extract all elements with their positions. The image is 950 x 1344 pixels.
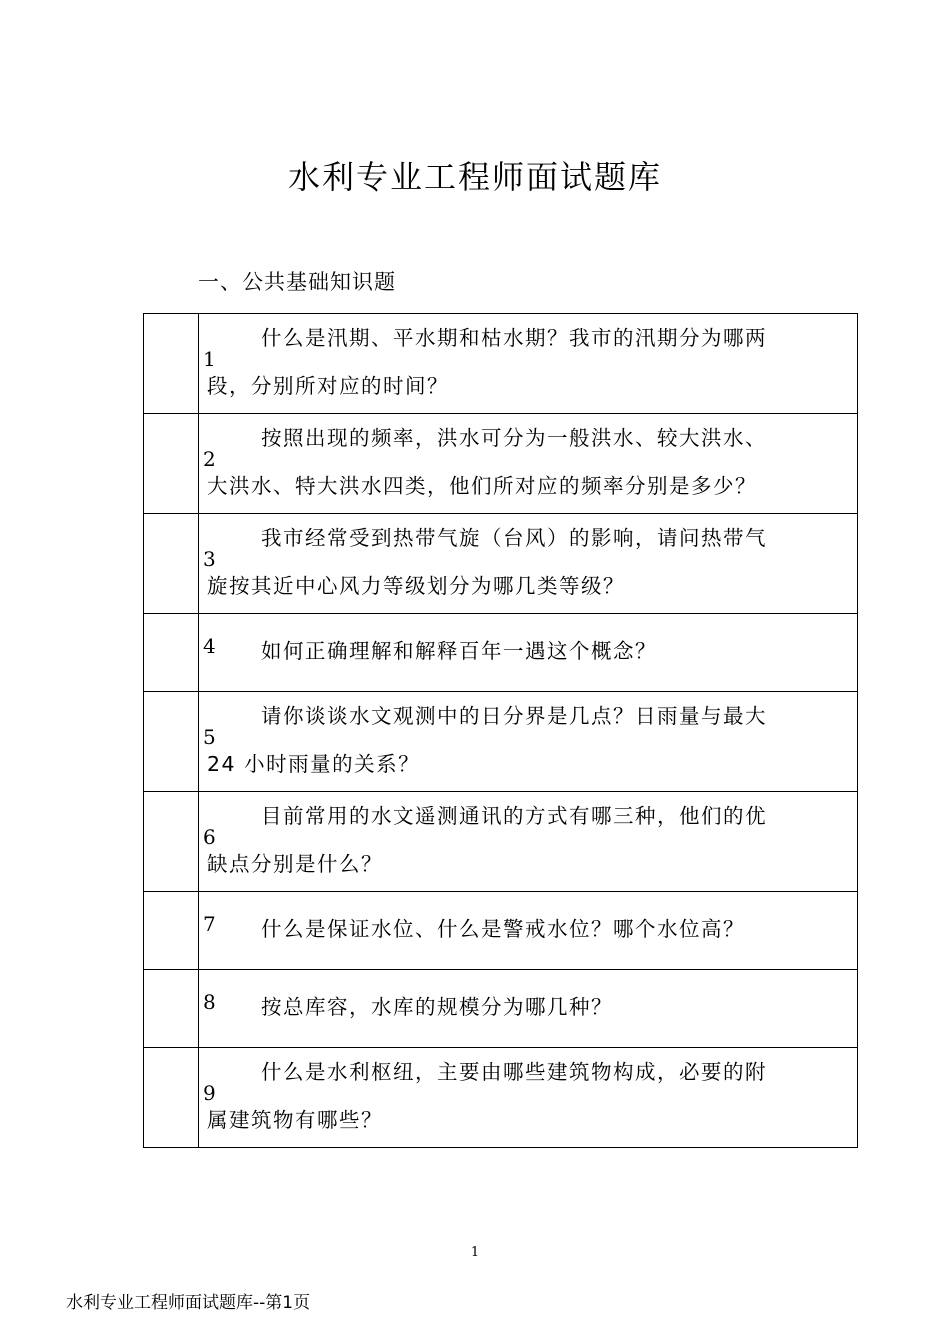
question-text-line1: 目前常用的水文遥测通讯的方式有哪三种，他们的优: [261, 804, 767, 828]
question-cell: [199, 314, 858, 414]
question-text-line2: 缺点分别是什么？: [207, 852, 383, 876]
section-heading: 一、公共基础知识题: [198, 270, 396, 294]
table-row: [144, 314, 858, 414]
page-footer: 水利专业工程师面试题库--第1页: [66, 1293, 311, 1313]
question-text-line2: 段，分别所对应的时间？: [207, 374, 449, 398]
question-number: 4: [203, 634, 216, 658]
question-cell: [199, 514, 858, 614]
question-number: 1: [203, 347, 216, 371]
table-row: [144, 970, 858, 1048]
blank-cell: [144, 414, 199, 514]
question-cell: [199, 1048, 858, 1148]
blank-cell: [144, 514, 199, 614]
question-text-line2: 旋按其近中心风力等级划分为哪几类等级？: [207, 574, 625, 598]
document-title: 水利专业工程师面试题库: [287, 158, 662, 196]
question-text-line1: 按照出现的频率，洪水可分为一般洪水、较大洪水、: [261, 426, 767, 450]
question-text-line2: 大洪水、特大洪水四类，他们所对应的频率分别是多少？: [207, 474, 757, 498]
page-number: 1: [470, 1245, 480, 1260]
blank-cell: [144, 970, 199, 1048]
question-text-line1: 什么是汛期、平水期和枯水期？我市的汛期分为哪两: [261, 326, 767, 350]
question-text-line1: 如何正确理解和解释百年一遇这个概念？: [261, 639, 657, 663]
table-row: [144, 892, 858, 970]
question-number: 8: [203, 990, 216, 1014]
table-row: [144, 414, 858, 514]
question-cell: [199, 692, 858, 792]
question-text-line1: 请你谈谈水文观测中的日分界是几点？日雨量与最大: [261, 704, 767, 728]
table-row: [144, 614, 858, 692]
question-text-line2: 24 小时雨量的关系？: [207, 752, 421, 776]
blank-cell: [144, 614, 199, 692]
question-cell: [199, 970, 858, 1048]
blank-cell: [144, 314, 199, 414]
blank-cell: [144, 892, 199, 970]
question-number: 5: [203, 725, 216, 749]
question-text-line1: 按总库容，水库的规模分为哪几种？: [261, 995, 613, 1019]
question-text-line1: 什么是保证水位、什么是警戒水位？哪个水位高？: [261, 917, 745, 941]
question-cell: [199, 414, 858, 514]
table-row: [144, 692, 858, 792]
table-row: [144, 514, 858, 614]
question-number: 3: [203, 547, 216, 571]
table-row: [144, 1048, 858, 1148]
question-cell: [199, 614, 858, 692]
question-cell: [199, 892, 858, 970]
question-number: 7: [203, 912, 216, 936]
question-text-line1: 我市经常受到热带气旋（台风）的影响，请问热带气: [261, 526, 767, 550]
question-text-line2: 属建筑物有哪些？: [207, 1108, 383, 1132]
question-number: 9: [203, 1081, 216, 1105]
blank-cell: [144, 792, 199, 892]
table-row: [144, 792, 858, 892]
blank-cell: [144, 1048, 199, 1148]
blank-cell: [144, 692, 199, 792]
question-number: 2: [203, 447, 216, 471]
question-cell: [199, 792, 858, 892]
question-text-line1: 什么是水利枢纽，主要由哪些建筑物构成，必要的附: [261, 1060, 767, 1084]
question-table: [143, 313, 858, 1148]
question-number: 6: [203, 825, 216, 849]
